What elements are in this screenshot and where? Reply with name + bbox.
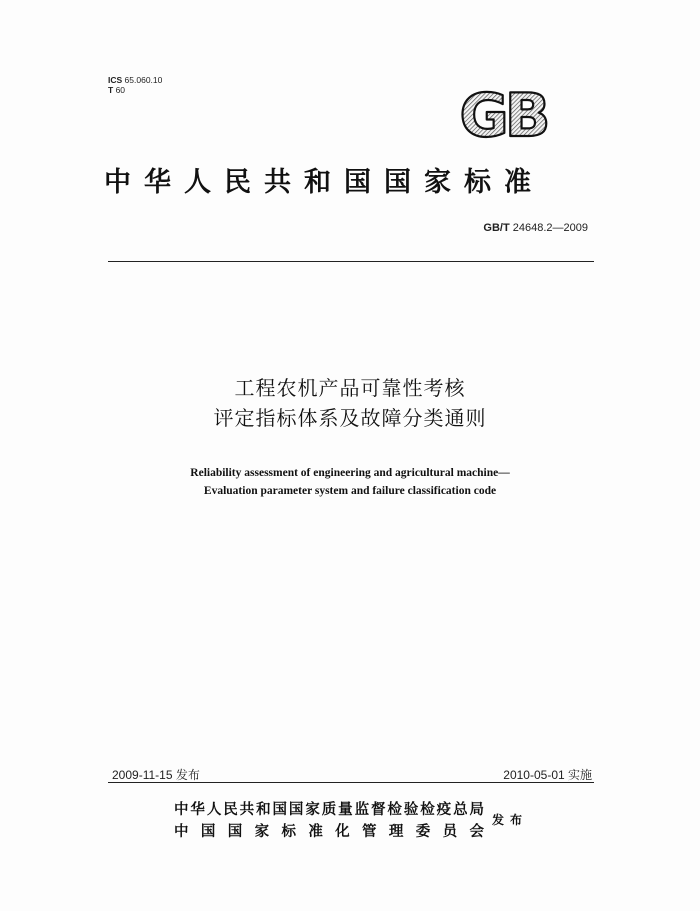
footer-divider xyxy=(108,782,594,783)
standard-number xyxy=(483,222,588,234)
ics-label: ICS xyxy=(108,75,123,85)
standard-prefix: GB/T xyxy=(483,222,510,234)
title-en-line-2: Evaluation parameter system and failure classification code xyxy=(203,485,497,497)
ccs-code-line xyxy=(108,85,162,95)
issuer-line-2: 中国国家标准化管理委员会 xyxy=(174,824,484,840)
header-divider xyxy=(108,261,594,262)
issuer-line-1: 中华人民共和国国家质量监督检验检疫总局 xyxy=(174,802,484,818)
title-cn-line-1: 工程农机产品可靠性考核 xyxy=(234,376,466,400)
ccs-label: T xyxy=(108,85,114,95)
issue-date: 2009-11-15 发布 xyxy=(112,768,200,782)
ics-code: 65.060.10 xyxy=(124,75,163,85)
standard-code: 24648.2—2009 xyxy=(512,222,588,234)
national-standard-heading: 中华人民共和国国家标准 xyxy=(104,167,544,198)
title-en-line-1: Reliability assessment of engineering and agricultural machine— xyxy=(190,467,510,479)
implementation-date: 2010-05-01 实施 xyxy=(503,768,592,782)
gb-logo xyxy=(442,85,564,143)
title-cn-line-2: 评定指标体系及故障分类通则 xyxy=(213,406,487,430)
classification-codes xyxy=(108,75,162,95)
publish-label: 发布 xyxy=(492,813,529,827)
gb-logo-text: GB xyxy=(459,85,547,143)
ccs-code: 60 xyxy=(115,85,126,95)
ics-code-line xyxy=(108,75,162,85)
